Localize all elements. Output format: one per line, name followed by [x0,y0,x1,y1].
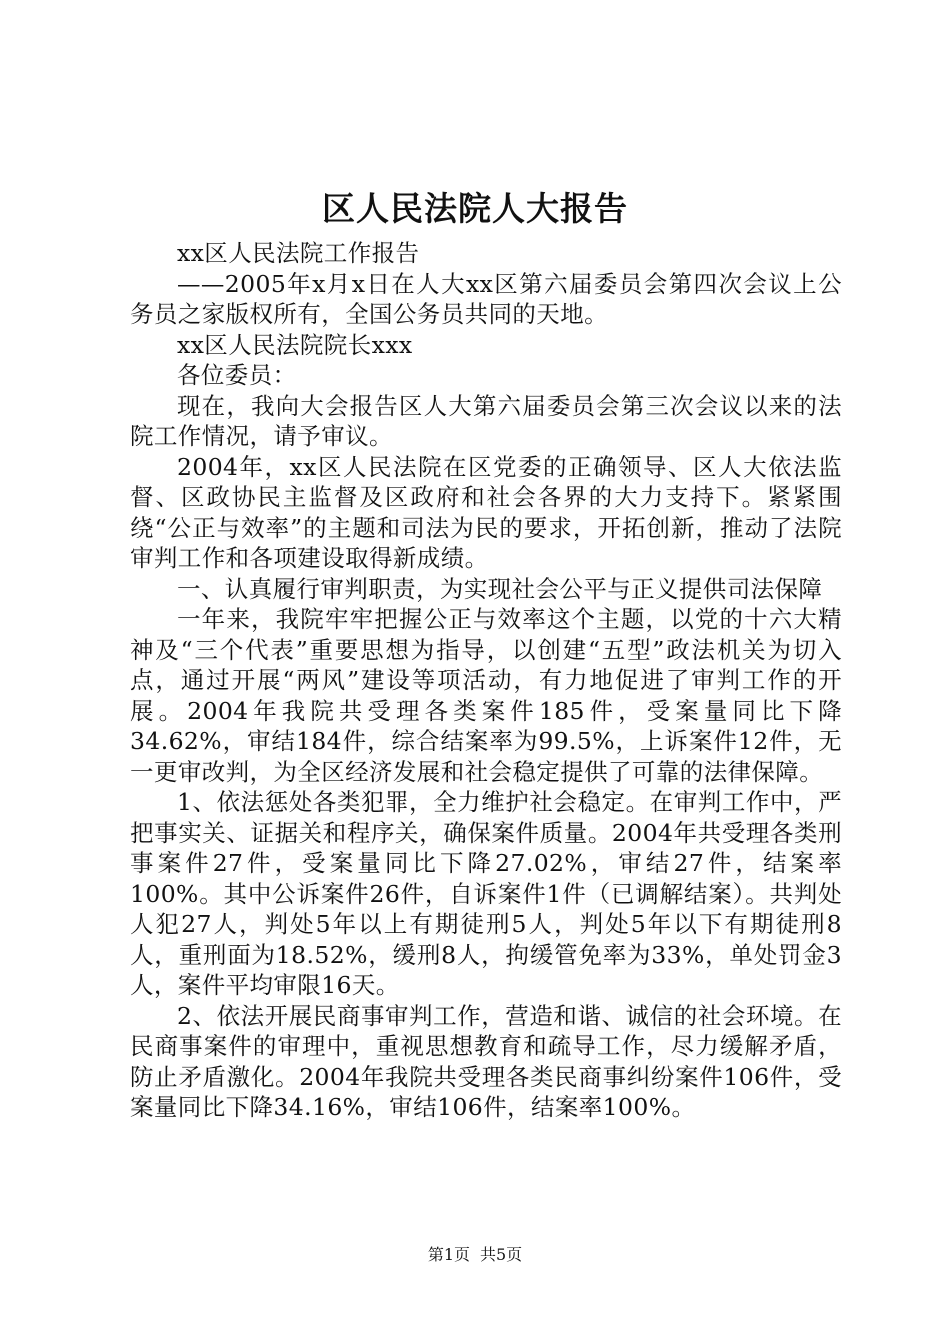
page-footer [0,1244,950,1266]
page-number: 第1页 [427,1245,470,1264]
body-paragraph: 2004年，xx区人民法院在区党委的正确领导、区人大依法监督、区政协民主监督及区政府和社会各界的大力支持下。紧紧围绕“公正与效率”的主题和司法为民的要求，开拓创新，推动了法院审判工作和各项建设取得新成绩。 [130,452,842,572]
document-body [130,238,842,1123]
body-paragraph: 一年来，我院牢牢把握公正与效率这个主题，以党的十六大精神及“三个代表”重要思想为指导，以创建“五型”政法机关为切入点，通过开展“两风”建设等项活动，有力地促进了审判工作的开展。2004年我院共受理各类案件185件，受案量同比下降34.62%，审结184件，综合结案率为99.5%，上诉案件12件，无一更审改判，为全区经济发展和社会稳定提供了可靠的法律保障。 [130,605,842,786]
document-title: 区人民法院人大报告 [322,189,628,228]
body-paragraph: 2、依法开展民商事审判工作，营造和谐、诚信的社会环境。在民商事案件的审理中，重视思想教育和疏导工作，尽力缓解矛盾，防止矛盾激化。2004年我院共受理各类民商事纠纷案件106件，受案量同比下降34.16%，审结106件，结案率100%。 [130,1001,842,1121]
page-total: 共5页 [480,1245,523,1264]
report-heading: xx区人民法院工作报告 [177,239,420,267]
section-heading: 一、认真履行审判职责，为实现社会公平与正义提供司法保障 [177,574,823,603]
report-author: xx区人民法院院长xxx [177,330,413,359]
report-subheading: ——2005年x月x日在人大xx区第六届委员会第四次会议上公务员之家版权所有，全国公务员共同的天地。 [130,269,842,328]
salutation: 各位委员： [177,361,297,389]
body-paragraph: 1、依法惩处各类犯罪，全力维护社会稳定。在审判工作中，严把事实关、证据关和程序关，确保案件质量。2004年共受理各类刑事案件27件，受案量同比下降27.02%，审结27件，结案率100%。其中公诉案件26件，自诉案件1件（已调解结案）。共判处人犯27人，判处5年以上有期徒刑5人，判处5年以下有期徒刑8人，重刑面为18.52%，缓刑8人，拘缓管免率为33%，单处罚金3人，案件平均审限16天。 [130,788,842,999]
body-paragraph: 现在，我向大会报告区人大第六届委员会第三次会议以来的法院工作情况，请予审议。 [130,391,842,450]
